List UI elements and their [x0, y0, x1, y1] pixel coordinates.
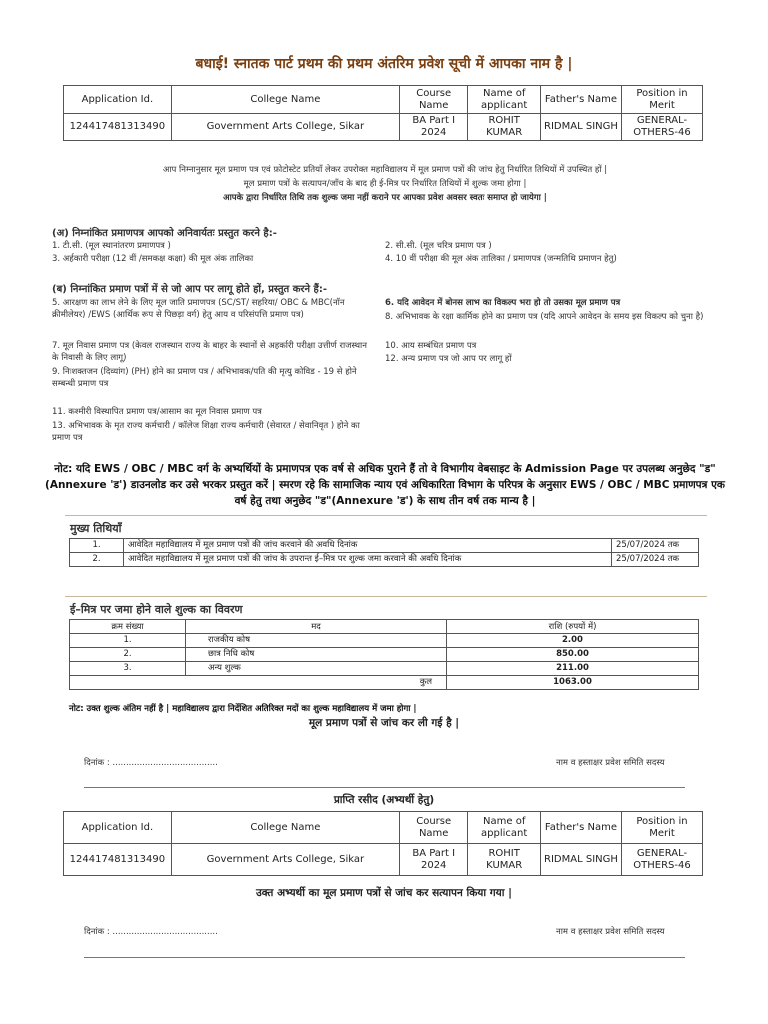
- page-title: बधाई! स्नातक पार्ट प्रथम की प्रथम अंतरिम प्रवेश सूची में आपका नाम है |: [195, 56, 573, 72]
- dates-table: [69, 538, 699, 567]
- applicant-name: ROHIT KUMAR: [468, 844, 541, 876]
- fee-amount: 2.00: [447, 634, 699, 648]
- merit-position: GENERAL-OTHERS-46: [621, 114, 702, 141]
- table-row: [64, 844, 703, 876]
- college-name: Government Arts College, Sikar: [171, 114, 399, 141]
- section-b-heading: (ब) निम्नांकित प्रमाण पत्रों में से जो आप पर लागू होते हों, प्रस्तुत करने हैं:-: [52, 284, 327, 295]
- instruction-1: आप निम्नानुसार मूल प्रमाण पत्र एवं फ़ोटोस्टेट प्रतियाँ लेकर उपरोक्त महाविद्यालय में मूल प्रमाण पत्रों की जांच हेतु निर्धारित तिथियों में उपस्थित हों |: [162, 165, 608, 175]
- table-header-row: [70, 620, 699, 634]
- header-father: Father's Name: [540, 812, 621, 844]
- merit-position: GENERAL-OTHERS-46: [621, 844, 702, 876]
- header-app-id: Application Id.: [64, 86, 172, 114]
- header-course: Course Name: [400, 86, 468, 114]
- header-name: Name of applicant: [468, 86, 541, 114]
- receipt-table: [63, 811, 703, 876]
- date-row-no: 1.: [70, 539, 124, 553]
- header-course: Course Name: [400, 812, 468, 844]
- section-b-item: 11. कश्मीरी विस्थापित प्रमाण पत्र/आसाम का मूल निवास प्रमाण पत्र: [52, 407, 262, 417]
- instruction-2: मूल प्रमाण पत्रों के सत्यापन/जाँच के बाद ही ई-मित्र पर निर्धारित तिथियों में शुल्क जमा होगा |: [243, 179, 527, 189]
- table-row: [70, 634, 699, 648]
- header-college: College Name: [171, 86, 399, 114]
- section-b-item: 10. आय सम्बंधित प्रमाण पत्र: [385, 341, 477, 351]
- divider: [84, 787, 685, 788]
- fee-item: राजकीय कोष: [186, 634, 447, 648]
- fees-header-no: क्रम संख्या: [70, 620, 186, 634]
- section-a-item: 2. सी.सी. (मूल चरित्र प्रमाण पत्र ): [385, 241, 492, 251]
- header-college: College Name: [171, 812, 399, 844]
- receipt-title: प्राप्ति रसीद (अभ्यर्थी हेतु): [333, 794, 435, 806]
- header-father: Father's Name: [540, 86, 621, 114]
- father-name: RIDMAL SINGH: [540, 114, 621, 141]
- course-name: BA Part I 2024: [400, 844, 468, 876]
- fees-header-amount: राशि (रुपयों में): [447, 620, 699, 634]
- section-b-item: 9. निःशक्तजन (दिव्यांग) (PH) होने का प्रमाण पत्र / अभिभावक/पति की मृत्यु कोविड - 19 से होने सम्बन्धी प्रमाण पत्र: [52, 367, 357, 389]
- fees-total: 1063.00: [447, 676, 699, 690]
- app-id: 124417481313490: [64, 114, 172, 141]
- applicant-name: ROHIT KUMAR: [468, 114, 541, 141]
- section-a-heading: (अ) निम्नांकित प्रमाणपत्र आपको अनिवार्यतः प्रस्तुत करने है:-: [52, 228, 277, 239]
- college-name: Government Arts College, Sikar: [171, 844, 399, 876]
- fee-item: छात्र निधि कोष: [186, 648, 447, 662]
- fee-no: 1.: [70, 634, 186, 648]
- header-position: Position in Merit: [621, 812, 702, 844]
- fee-no: 2.: [70, 648, 186, 662]
- header-app-id: Application Id.: [64, 812, 172, 844]
- fee-amount: 211.00: [447, 662, 699, 676]
- table-row: [64, 114, 703, 141]
- table-header-row: [64, 86, 703, 114]
- fees-note: नोट: उक्त शुल्क अंतिम नहीं है | महाविद्यालय द्वारा निर्देशित अतिरिक्त मदों का शुल्क महाविद्यालय में जमा होगा |: [69, 704, 417, 714]
- table-header-row: [64, 812, 703, 844]
- fees-total-row: [70, 676, 699, 690]
- date-row-desc: आवेदित महाविद्यालय में मूल प्रमाण पत्रों की जांच करवाने की अवधि दिनांक: [124, 539, 612, 553]
- table-row: [70, 539, 699, 553]
- signature-label: नाम व हस्ताक्षर प्रवेश समिति सदस्य: [556, 927, 665, 937]
- table-row: [70, 662, 699, 676]
- section-b-item: 13. अभिभावक के मृत राज्य कर्मचारी / कॉलेज शिक्षा राज्य कर्मचारी (सेवारत / सेवानिवृत ) होने का प्रमाण पत्र: [52, 421, 360, 443]
- father-name: RIDMAL SINGH: [540, 844, 621, 876]
- date-label: दिनांक : .......................................: [84, 927, 218, 937]
- fees-table: [69, 619, 699, 690]
- section-a-item: 1. टी.सी. (मूल स्थानांतरण प्रमाणपत्र ): [52, 241, 171, 251]
- table-row: [70, 553, 699, 567]
- section-a-item: 4. 10 वीं परीक्षा की मूल अंक तालिका / प्रमाणपत्र (जन्मतिथि प्रमाणन हेतु): [385, 254, 617, 264]
- fee-item: अन्य शुल्क: [186, 662, 447, 676]
- fee-no: 3.: [70, 662, 186, 676]
- fees-heading: ई–मित्र पर जमा होने वाले शुल्क का विवरण: [70, 603, 243, 616]
- important-dates-heading: मुख्य तिथियाँ: [70, 522, 122, 535]
- header-position: Position in Merit: [621, 86, 702, 114]
- date-row-date: 25/07/2024 तक: [612, 553, 699, 567]
- section-b-item: 5. आरक्षण का लाभ लेने के लिए मूल जाति प्रमाणपत्र (SC/ST/ सहरिया/ OBC & MBC(नॉन क्रीमीलेयर) /EWS (आर्थिक रूप से पिछड़ा वर्ग) हेतु आय व परिसंपत्ति प्रमाण पत्र): [52, 298, 345, 320]
- applicant-table: [63, 85, 703, 141]
- divider: [65, 596, 707, 597]
- date-label: दिनांक : .......................................: [84, 758, 218, 768]
- app-id: 124417481313490: [64, 844, 172, 876]
- ews-note: नोट: यदि EWS / OBC / MBC वर्ग के अभ्यर्थियों के प्रमाणपत्र एक वर्ष से अधिक पुराने हैं तो वे विभागीय वेबसाइट के Admission Page पर उपलब्ध अनुछेद "ड"(Annexure 'ड') डाउनलोड कर उसे भरकर प्रस्तुत करें | स्मरण रहे कि सामाजिक न्याय एवं अधिकारिता विभाग के परिपत्र के अनुसार EWS / OBC / MBC प्रमाणपत्र एक वर्ष हेतु तथा अनुछेद "ड"(Annexure 'ड') के साथ तीन वर्ष तक मान्य है |: [45, 463, 725, 507]
- receipt-verified-text: उक्त अभ्यर्थी का मूल प्रमाण पत्रों से जांच कर सत्यापन किया गया |: [256, 887, 512, 899]
- date-row-date: 25/07/2024 तक: [612, 539, 699, 553]
- divider: [65, 515, 707, 516]
- fee-amount: 850.00: [447, 648, 699, 662]
- section-b-item: 8. अभिभावक के रक्षा कार्मिक होने का प्रमाण पत्र (यदि आपने आवेदन के समय इस विकल्प को चुना है): [385, 312, 704, 322]
- date-row-desc: आवेदित महाविद्यालय में मूल प्रमाण पत्रों की जांच के उपरान्त ई–मित्र पर शुल्क जमा करवाने की अवधि दिनांक: [124, 553, 612, 567]
- date-row-no: 2.: [70, 553, 124, 567]
- table-row: [70, 648, 699, 662]
- course-name: BA Part I 2024: [400, 114, 468, 141]
- section-b-item: 12. अन्य प्रमाण पत्र जो आप पर लागू हों: [385, 354, 512, 364]
- section-a-item: 3. अर्हकारी परीक्षा (12 वीं /समकक्ष कक्षा) की मूल अंक तालिका: [52, 254, 254, 264]
- fees-header-item: मद: [186, 620, 447, 634]
- divider: [84, 957, 685, 958]
- section-b-item: 7. मूल निवास प्रमाण पत्र (केवल राजस्थान राज्य के बाहर के स्थानों से अहर्कारी परीक्षा उत्तीर्ण राजस्थान के निवासी के लिए लागू): [52, 341, 367, 363]
- instruction-3: आपके द्वारा निर्धारित तिथि तक शुल्क जमा नहीं कराने पर आपका प्रवेश अवसर स्वतः समाप्त हो जायेगा |: [223, 193, 547, 203]
- fees-total-label: कुल: [70, 676, 447, 690]
- signature-label: नाम व हस्ताक्षर प्रवेश समिति सदस्य: [556, 758, 665, 768]
- section-b-item: 6. यदि आवेदन में बोनस लाभ का विकल्प भरा हो तो उसका मूल प्रमाण पत्र: [385, 298, 621, 308]
- header-name: Name of applicant: [468, 812, 541, 844]
- verified-text: मूल प्रमाण पत्रों से जांच कर ली गई है |: [308, 717, 460, 729]
